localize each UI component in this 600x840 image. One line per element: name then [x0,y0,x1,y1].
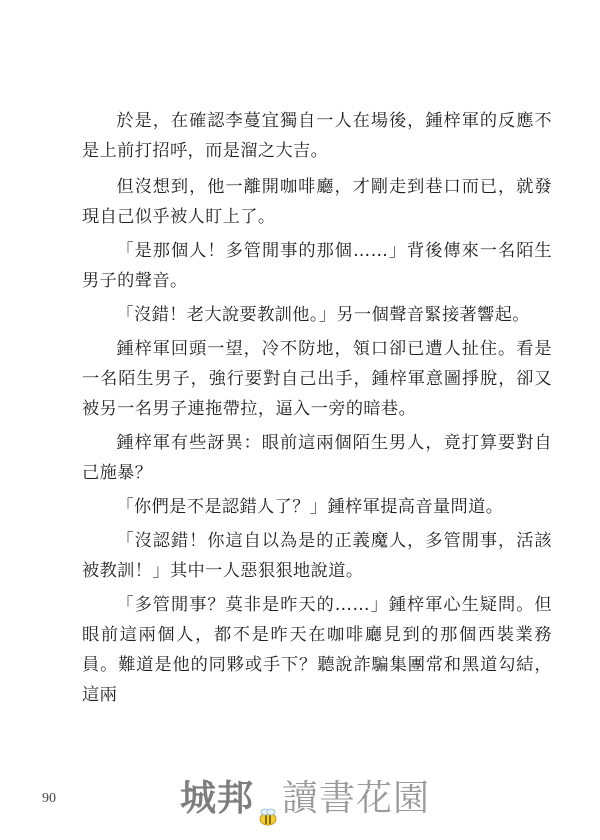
paragraph: 鍾梓軍有些訝異：眼前這兩個陌生男人，竟打算要對自己施暴？ [82,433,552,483]
watermark-logo [180,770,430,820]
paragraph: 但沒想到，他一離開咖啡廳，才剛走到巷口而已，就發現自己似乎被人盯上了。 [82,177,552,227]
paragraph: 「你們是不是認錯人了？」鍾梓軍提高音量問道。 [116,497,504,517]
paragraph: 「是那個人！多管閒事的那個……」背後傳來一名陌生男子的聲音。 [82,241,552,291]
paragraph: 「多管閒事？莫非是昨天的……」鍾梓軍心生疑問。但眼前這兩個人，都不是昨天在咖啡廳見到的那個西裝業務員。難道是他的同夥或手下？聽說詐騙集團常和黑道勾結，這兩 [82,595,552,705]
paragraph: 於是，在確認李蔓宜獨自一人在場後，鍾梓軍的反應不是上前打招呼，而是溜之大吉。 [82,111,552,161]
paragraph: 「沒錯！老大說要教訓他。」另一個聲音緊接著響起。 [116,305,530,325]
page-number: 90 [42,791,56,806]
watermark-text-brand: 城邦 [180,777,255,819]
paragraph: 鍾梓軍回頭一望，冷不防地，領口卻已遭人扯住。看是一名陌生男子，強行要對自己出手，鍾梓軍意圖掙脫，卻又被另一名男子連拖帶拉，逼入一旁的暗巷。 [82,339,552,419]
bee-icon [256,796,280,818]
paragraph: 「沒認錯！你這自以為是的正義魔人，多管閒事，活該被教訓！」其中一人惡狠狠地說道。 [82,531,552,581]
body-text [82,106,552,714]
watermark-text-name: 讀書花園 [282,777,431,819]
